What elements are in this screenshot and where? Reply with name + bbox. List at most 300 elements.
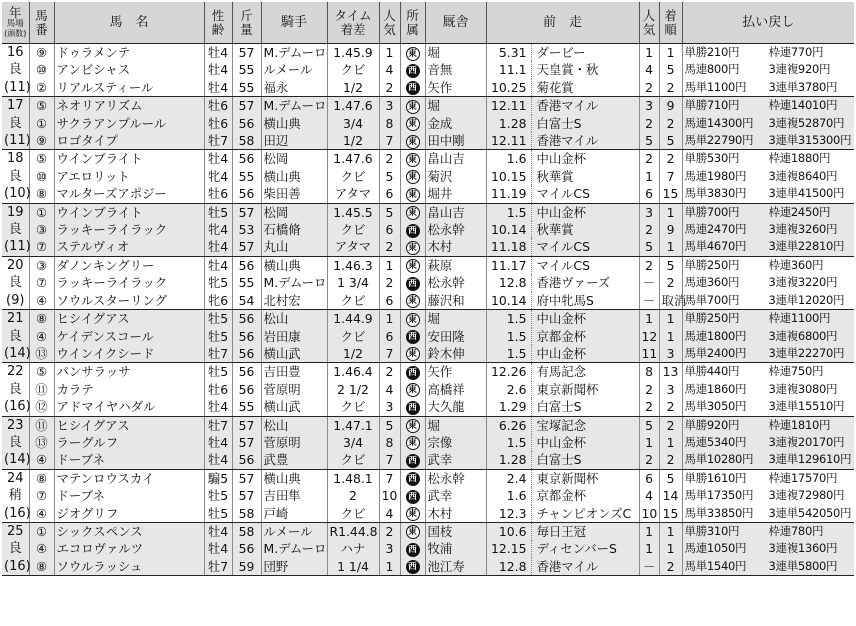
header-runners-label: (頭数)	[4, 29, 27, 39]
umaban-cell	[29, 381, 54, 398]
payout-cell	[682, 115, 854, 132]
table-row	[2, 221, 854, 238]
umaban-badge: ⑧	[35, 470, 48, 486]
payout-secondary: 枠連780円	[768, 523, 824, 538]
horse-name-cell: カラテ	[54, 381, 204, 398]
popularity-cell: 4	[379, 381, 400, 398]
prev-date-cell: 1.6	[486, 487, 531, 504]
umaban-cell	[29, 469, 54, 487]
prev-date-cell: 12.11	[486, 132, 531, 150]
popularity-cell: 10	[379, 487, 400, 504]
prev-finish-cell: 9	[659, 97, 682, 115]
header-umaban: 馬番	[29, 2, 54, 44]
weight-cell: 55	[232, 61, 261, 78]
sexage-cell: 牡5	[204, 363, 232, 381]
year-cell: 22	[2, 363, 29, 381]
payout-primary: 馬連1980円	[684, 168, 747, 183]
horse-name-cell: マルターズアポジー	[54, 185, 204, 203]
umaban-badge: ⑬	[35, 434, 48, 450]
payout-primary: 馬連800円	[684, 62, 740, 77]
prev-pop-cell: 6	[639, 469, 659, 487]
jockey-cell: 松山	[261, 310, 327, 328]
table-row	[2, 328, 854, 345]
payout-secondary: 3連単12020円	[768, 292, 845, 307]
payout-pair	[685, 540, 853, 557]
affiliation-cell	[400, 310, 425, 328]
year-cell: (10)	[4, 186, 31, 202]
umaban-badge: ⑩	[35, 168, 48, 184]
payout-primary: 馬単2400円	[684, 345, 747, 360]
payout-cell	[682, 221, 854, 238]
year-cell: 16	[2, 44, 29, 62]
header-year	[2, 2, 29, 44]
time-cell: クビ	[327, 451, 379, 469]
prev-pop-cell: 2	[639, 221, 659, 238]
affiliation-cell	[400, 61, 425, 78]
time-cell: アタマ	[327, 238, 379, 256]
table-row	[2, 97, 854, 115]
time-cell: ハナ	[327, 540, 379, 557]
payout-primary: 馬単3050円	[684, 399, 747, 414]
umaban-cell	[29, 416, 54, 434]
payout-secondary: 3連単5800円	[768, 558, 838, 573]
time-cell: 1.44.9	[327, 310, 379, 328]
stable-cell: 武幸	[425, 487, 486, 504]
header-sexage: 性齢	[204, 2, 232, 44]
umaban-badge: ⑪	[35, 381, 48, 397]
weight-cell: 55	[232, 274, 261, 291]
affiliation-badge: 東	[406, 117, 420, 131]
affiliation-badge: 西	[406, 81, 420, 95]
time-cell: クビ	[327, 292, 379, 310]
time-cell: 3/4	[327, 115, 379, 132]
jockey-cell: 松岡	[261, 150, 327, 168]
jockey-cell: 岩田康	[261, 328, 327, 345]
header-jockey	[261, 2, 327, 44]
umaban-badge: ⑫	[35, 399, 48, 415]
year-cell: (16)	[4, 558, 31, 574]
umaban-badge: ⑪	[35, 417, 48, 433]
time-cell: 1.45.5	[327, 203, 379, 221]
sexage-cell: 牡4	[204, 451, 232, 469]
sexage-cell: 牝6	[204, 292, 232, 310]
affiliation-cell	[400, 328, 425, 345]
prev-pop-cell: －	[639, 292, 659, 310]
time-cell: 2 1/2	[327, 381, 379, 398]
sexage-cell: 牝4	[204, 168, 232, 185]
jockey-cell: 菅原明	[261, 434, 327, 451]
prev-race-cell: 白富士S	[531, 398, 639, 416]
time-cell: 1.48.1	[327, 469, 379, 487]
payout-cell	[682, 203, 854, 221]
header-horse: 馬 名	[54, 2, 204, 44]
umaban-cell	[29, 132, 54, 150]
horse-name-cell: リアルスティール	[54, 79, 204, 97]
payout-primary: 単勝920円	[684, 417, 740, 432]
affiliation-cell	[400, 221, 425, 238]
payout-pair	[685, 328, 853, 345]
sexage-cell: 牡4	[204, 238, 232, 256]
prev-finish-cell: 2	[659, 274, 682, 291]
payout-pair	[685, 434, 853, 451]
jockey-cell: 横山典	[261, 469, 327, 487]
horse-name-cell: パンサラッサ	[54, 363, 204, 381]
affiliation-cell	[400, 416, 425, 434]
weight-cell: 56	[232, 256, 261, 274]
payout-pair	[685, 381, 853, 398]
sexage-cell: 騸5	[204, 469, 232, 487]
time-cell: 1.45.9	[327, 44, 379, 62]
affiliation-cell	[400, 185, 425, 203]
stable-cell: 松永幹	[425, 221, 486, 238]
umaban-cell	[29, 256, 54, 274]
time-cell: 1/2	[327, 79, 379, 97]
umaban-badge: ⑤	[35, 364, 48, 380]
stable-cell: 矢作	[425, 79, 486, 97]
prev-finish-cell: 1	[659, 44, 682, 62]
umaban-cell	[29, 115, 54, 132]
table-row	[2, 540, 854, 557]
prev-race-cell: 京都金杯	[531, 328, 639, 345]
umaban-cell	[29, 558, 54, 576]
umaban-cell	[29, 398, 54, 416]
year-cell: 良	[2, 381, 29, 398]
weight-cell: 56	[232, 363, 261, 381]
sexage-cell: 牡4	[204, 540, 232, 557]
umaban-badge: ①	[35, 523, 48, 539]
umaban-badge: ⑨	[35, 45, 48, 60]
prev-race-cell: 菊花賞	[531, 79, 639, 97]
payout-secondary: 枠連1810円	[768, 417, 831, 432]
affiliation-badge: 東	[406, 100, 420, 114]
table-row	[2, 79, 854, 97]
payout-secondary: 枠連17570円	[768, 470, 838, 485]
affiliation-cell	[400, 44, 425, 62]
payout-secondary: 3連単22270円	[768, 345, 845, 360]
umaban-cell	[29, 540, 54, 557]
payout-primary: 単勝710円	[684, 98, 740, 113]
prev-finish-cell: 5	[659, 256, 682, 274]
prev-race-cell: 香港マイル	[531, 132, 639, 150]
payout-secondary: 枠連750円	[768, 364, 824, 379]
payout-cell	[682, 132, 854, 150]
prev-race-cell: 天皇賞・秋	[531, 61, 639, 78]
affiliation-badge: 西	[406, 224, 420, 238]
jockey-cell: 松岡	[261, 203, 327, 221]
payout-pair	[685, 168, 853, 185]
prev-finish-cell: 1	[659, 540, 682, 557]
table-row	[2, 451, 854, 469]
stable-cell: 畠山吉	[425, 203, 486, 221]
payout-cell	[682, 61, 854, 78]
weight-cell: 57	[232, 203, 261, 221]
affiliation-badge: 西	[406, 277, 420, 291]
umaban-badge: ⑧	[35, 186, 48, 202]
time-cell: クビ	[327, 398, 379, 416]
umaban-cell	[29, 451, 54, 469]
popularity-cell: 5	[379, 416, 400, 434]
prev-pop-cell: 1	[639, 522, 659, 540]
time-cell: クビ	[327, 221, 379, 238]
weight-cell: 56	[232, 540, 261, 557]
umaban-badge: ①	[35, 204, 48, 220]
prev-finish-cell: 3	[659, 381, 682, 398]
affiliation-badge: 西	[406, 472, 420, 486]
umaban-cell	[29, 505, 54, 523]
umaban-cell	[29, 274, 54, 291]
prev-date-cell: 1.28	[486, 115, 531, 132]
prev-pop-cell: 1	[639, 434, 659, 451]
payout-pair	[685, 470, 853, 487]
popularity-cell: 8	[379, 115, 400, 132]
table-row	[2, 115, 854, 132]
prev-race-cell: 白富士S	[531, 451, 639, 469]
popularity-cell: 1	[379, 558, 400, 576]
prev-pop-cell: 2	[639, 79, 659, 97]
payout-secondary: 3連複920円	[768, 62, 831, 77]
jockey-cell: 田辺	[261, 132, 327, 150]
payout-secondary: 枠連1100円	[768, 311, 831, 326]
payout-pair	[685, 558, 853, 575]
payout-primary: 馬連14300円	[684, 115, 754, 130]
prev-pop-cell: 2	[639, 381, 659, 398]
affiliation-badge: 東	[406, 206, 420, 220]
umaban-cell	[29, 203, 54, 221]
time-cell: 1 1/4	[327, 558, 379, 576]
prev-date-cell: 12.8	[486, 274, 531, 291]
year-cell: 24	[2, 469, 29, 487]
table-row	[2, 203, 854, 221]
prev-race-cell: 宝塚記念	[531, 416, 639, 434]
time-cell: クビ	[327, 505, 379, 523]
payout-secondary: 3連複6800円	[768, 328, 838, 343]
stable-cell: 音無	[425, 61, 486, 78]
year-cell: 23	[2, 416, 29, 434]
jockey-cell: 柴田善	[261, 185, 327, 203]
stable-cell: 松永幹	[425, 274, 486, 291]
umaban-cell	[29, 61, 54, 78]
payout-pair	[685, 185, 853, 202]
stable-cell: 堀	[425, 44, 486, 62]
payout-primary: 単勝440円	[684, 364, 740, 379]
prev-pop-cell: 1	[639, 44, 659, 62]
payout-primary: 馬連5340円	[684, 434, 747, 449]
header-jockey-label: 騎手	[280, 14, 307, 30]
umaban-badge: ④	[35, 292, 48, 308]
prev-date-cell: 10.25	[486, 79, 531, 97]
jockey-cell: 横山典	[261, 168, 327, 185]
prev-finish-cell: 2	[659, 398, 682, 416]
results-table-container	[2, 2, 854, 576]
popularity-cell: 5	[379, 168, 400, 185]
umaban-cell	[29, 345, 54, 363]
table-row	[2, 522, 854, 540]
prev-pop-cell: 2	[639, 115, 659, 132]
payout-pair	[685, 505, 853, 522]
umaban-badge: ⑦	[35, 488, 48, 504]
affiliation-badge: 東	[406, 294, 420, 308]
jockey-cell: 丸山	[261, 238, 327, 256]
umaban-cell	[29, 221, 54, 238]
prev-race-cell: 中山金杯	[531, 434, 639, 451]
year-cell: 良	[2, 221, 29, 238]
stable-cell: 矢作	[425, 363, 486, 381]
affiliation-badge: 東	[406, 383, 420, 397]
table-row	[2, 505, 854, 523]
header-track-label: 馬場	[6, 19, 24, 30]
umaban-cell	[29, 487, 54, 504]
umaban-cell	[29, 292, 54, 310]
payout-pair	[685, 238, 853, 255]
prev-date-cell: 10.6	[486, 522, 531, 540]
jockey-cell: M.デムーロ	[261, 44, 327, 62]
horse-name-cell: サクラアンプルール	[54, 115, 204, 132]
prev-race-cell: 秋華賞	[531, 221, 639, 238]
prev-race-cell: ディセンバーS	[531, 540, 639, 557]
table-row	[2, 398, 854, 416]
affiliation-badge: 東	[406, 241, 420, 255]
table-row	[2, 345, 854, 363]
payout-pair	[685, 398, 853, 415]
payout-primary: 馬単1540円	[684, 558, 747, 573]
affiliation-cell	[400, 505, 425, 523]
umaban-badge: ④	[35, 541, 48, 557]
payout-pair	[685, 417, 853, 434]
year-cell: (16)	[4, 399, 31, 415]
payout-cell	[682, 274, 854, 291]
affiliation-badge: 西	[406, 560, 420, 574]
umaban-cell	[29, 310, 54, 328]
prev-date-cell: 1.5	[486, 328, 531, 345]
prev-race-cell: 中山金杯	[531, 150, 639, 168]
horse-name-cell: ネオリアリズム	[54, 97, 204, 115]
payout-cell	[682, 44, 854, 62]
sexage-cell: 牡5	[204, 310, 232, 328]
payout-cell	[682, 398, 854, 416]
affiliation-badge: 東	[406, 47, 420, 61]
prev-date-cell: 6.26	[486, 416, 531, 434]
umaban-badge: ③	[35, 222, 48, 238]
popularity-cell: 4	[379, 505, 400, 523]
horse-name-cell: ケイデンスコール	[54, 328, 204, 345]
umaban-badge: ⑦	[35, 275, 48, 291]
affiliation-cell	[400, 292, 425, 310]
affiliation-cell	[400, 381, 425, 398]
prev-finish-cell: 1	[659, 203, 682, 221]
prev-finish-cell: 5	[659, 132, 682, 150]
popularity-cell: 2	[379, 274, 400, 291]
weight-cell: 58	[232, 132, 261, 150]
payout-cell	[682, 558, 854, 576]
payout-primary: 馬連1860円	[684, 381, 747, 396]
prev-pop-cell: 3	[639, 203, 659, 221]
prev-finish-cell: 15	[659, 505, 682, 523]
affiliation-cell	[400, 79, 425, 97]
table-row	[2, 487, 854, 504]
horse-name-cell: ヒシイグアス	[54, 416, 204, 434]
jockey-cell: 吉田隼	[261, 487, 327, 504]
umaban-cell	[29, 363, 54, 381]
year-cell: 18	[2, 150, 29, 168]
affiliation-cell	[400, 451, 425, 469]
sexage-cell: 牡4	[204, 44, 232, 62]
affiliation-badge: 東	[406, 507, 420, 521]
affiliation-cell	[400, 469, 425, 487]
payout-primary: 単勝700円	[684, 204, 740, 219]
payout-cell	[682, 469, 854, 487]
table-row	[2, 44, 854, 62]
payout-cell	[682, 256, 854, 274]
payout-secondary: 3連複52870円	[768, 115, 845, 130]
umaban-cell	[29, 238, 54, 256]
horse-name-cell: ドーブネ	[54, 451, 204, 469]
time-cell: 1.47.6	[327, 97, 379, 115]
horse-name-cell: ドーブネ	[54, 487, 204, 504]
weight-cell: 58	[232, 522, 261, 540]
table-row	[2, 363, 854, 381]
time-cell: 2	[327, 487, 379, 504]
prev-pop-cell: 10	[639, 505, 659, 523]
sexage-cell: 牡4	[204, 522, 232, 540]
stable-cell: 高橋祥	[425, 381, 486, 398]
affiliation-badge: 西	[406, 330, 420, 344]
payout-cell	[682, 487, 854, 504]
weight-cell: 59	[232, 558, 261, 576]
prev-finish-cell: 2	[659, 115, 682, 132]
payout-primary: 馬連360円	[684, 275, 740, 290]
table-row	[2, 416, 854, 434]
payout-pair	[685, 204, 853, 221]
popularity-cell: 2	[379, 238, 400, 256]
jockey-cell: 菅原明	[261, 381, 327, 398]
prev-date-cell: 1.5	[486, 434, 531, 451]
stable-cell: 菊沢	[425, 168, 486, 185]
stable-cell: 畠山吉	[425, 150, 486, 168]
table-row	[2, 185, 854, 203]
horse-name-cell: ラッキーライラック	[54, 221, 204, 238]
payout-secondary: 3連単41500円	[768, 186, 845, 201]
stable-cell: 堀井	[425, 185, 486, 203]
popularity-cell: 2	[379, 150, 400, 168]
year-cell: (11)	[4, 79, 31, 95]
time-cell: 1.46.3	[327, 256, 379, 274]
prev-date-cell: 1.5	[486, 310, 531, 328]
sexage-cell: 牡4	[204, 150, 232, 168]
header-payout: 払い戻し	[682, 2, 854, 44]
prev-date-cell: 12.8	[486, 558, 531, 576]
payout-primary: 単勝250円	[684, 257, 740, 272]
affiliation-badge: 東	[406, 419, 420, 433]
horse-name-cell: アドマイヤハダル	[54, 398, 204, 416]
time-cell: 1/2	[327, 345, 379, 363]
payout-cell	[682, 310, 854, 328]
prev-race-cell: 京都金杯	[531, 487, 639, 504]
prev-finish-cell: 1	[659, 434, 682, 451]
affiliation-badge: 東	[406, 525, 420, 539]
header-year-label: 年	[8, 4, 22, 20]
sexage-cell: 牝4	[204, 221, 232, 238]
prev-race-cell: 香港ヴァーズ	[531, 274, 639, 291]
affiliation-cell	[400, 345, 425, 363]
time-cell: 3/4	[327, 434, 379, 451]
weight-cell: 53	[232, 221, 261, 238]
prev-race-cell: 香港マイル	[531, 558, 639, 576]
prev-date-cell: 12.3	[486, 505, 531, 523]
weight-cell: 56	[232, 150, 261, 168]
prev-date-cell: 5.31	[486, 44, 531, 62]
payout-secondary: 3連単3780円	[768, 79, 838, 94]
payout-cell	[682, 292, 854, 310]
